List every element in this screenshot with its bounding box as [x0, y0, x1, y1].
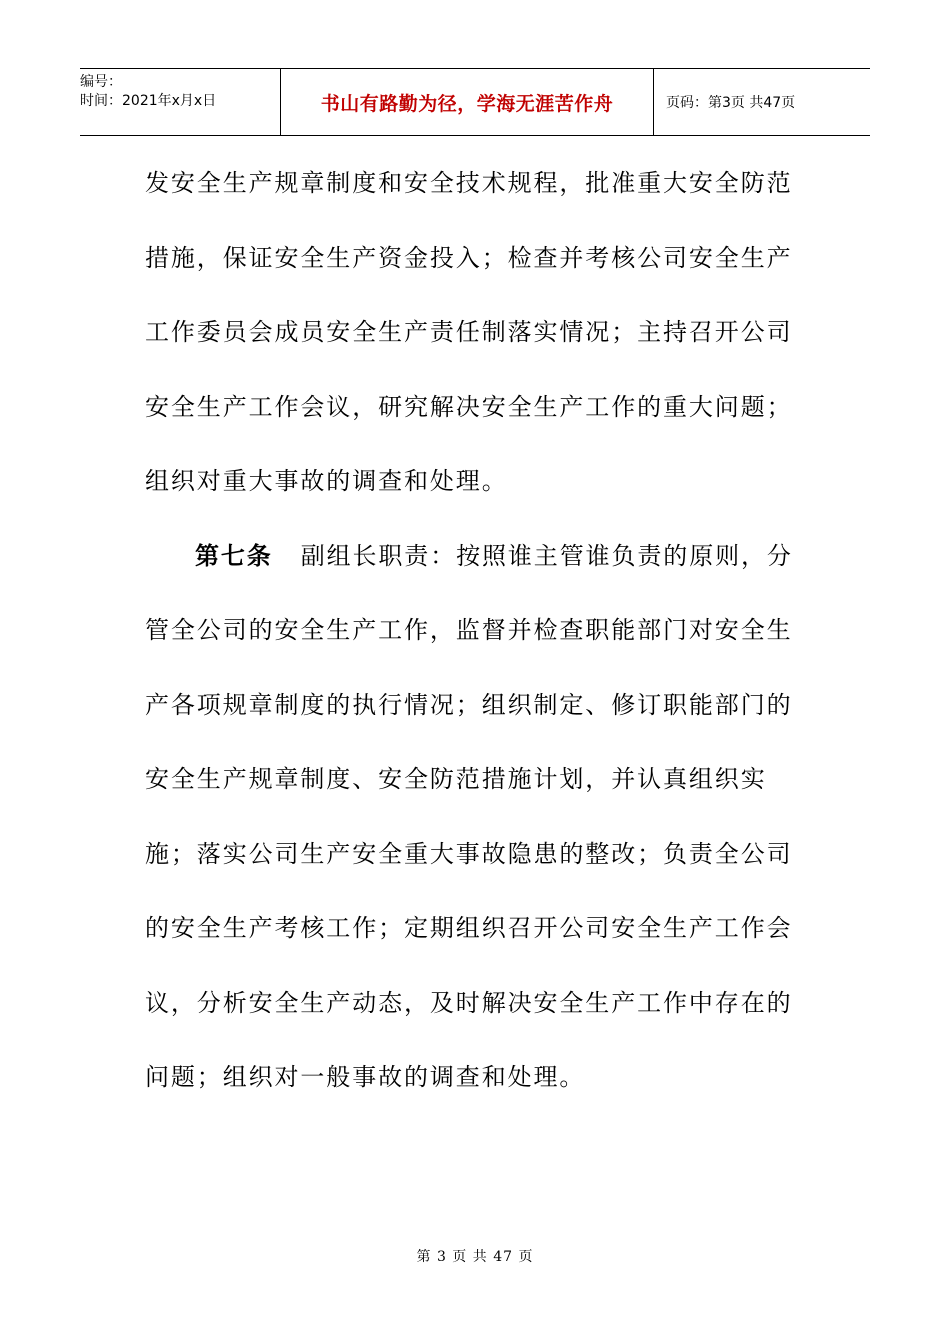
page-footer: 第 3 页 共 47 页: [416, 1249, 534, 1265]
article-line: 管全公司的安全生产工作，监督并检查职能部门对安全生: [145, 616, 793, 644]
article-line: 产各项规章制度的执行情况；组织制定、修订职能部门的: [145, 690, 793, 719]
article-first-line: [145, 519, 793, 594]
document-number-label: 编号：: [80, 74, 122, 90]
body-line: 工作委员会成员安全生产责任制落实情况；主持召开公司: [145, 318, 793, 346]
body-line: 安全生产工作会议，研究解决安全生产工作的重大问题；: [145, 392, 793, 421]
body-line: 发安全生产规章制度和安全技术规程，批准重大安全防范: [145, 169, 793, 197]
article-line: 施；落实公司生产安全重大事故隐患的整改；负责全公司: [145, 839, 793, 868]
article-line: 议，分析安全生产动态，及时解决安全生产工作中存在的: [145, 988, 793, 1017]
page-header: [80, 68, 870, 136]
article-line: 安全生产规章制度、安全防范措施计划，并认真组织实: [145, 765, 767, 793]
header-page-number: 页码：第3页 共47页: [654, 69, 871, 136]
article-line: 问题；组织对一般事故的调查和处理。: [145, 1063, 586, 1091]
article-number: 第七条: [195, 541, 273, 570]
article-line: 的安全生产考核工作；定期组织召开公司安全生产工作会: [145, 914, 793, 942]
article-first-text: 副组长职责：按照谁主管谁负责的原则，分: [300, 541, 793, 570]
body-line: 措施，保证安全生产资金投入；检查并考核公司安全生产: [145, 243, 793, 272]
header-slogan: 书山有路勤为径，学海无涯苦作舟: [281, 69, 654, 136]
body-line: 组织对重大事故的调查和处理。: [145, 467, 508, 495]
document-date: 时间：2021年x月x日: [80, 93, 217, 109]
document-body: [145, 146, 793, 1115]
header-meta: [80, 69, 281, 136]
